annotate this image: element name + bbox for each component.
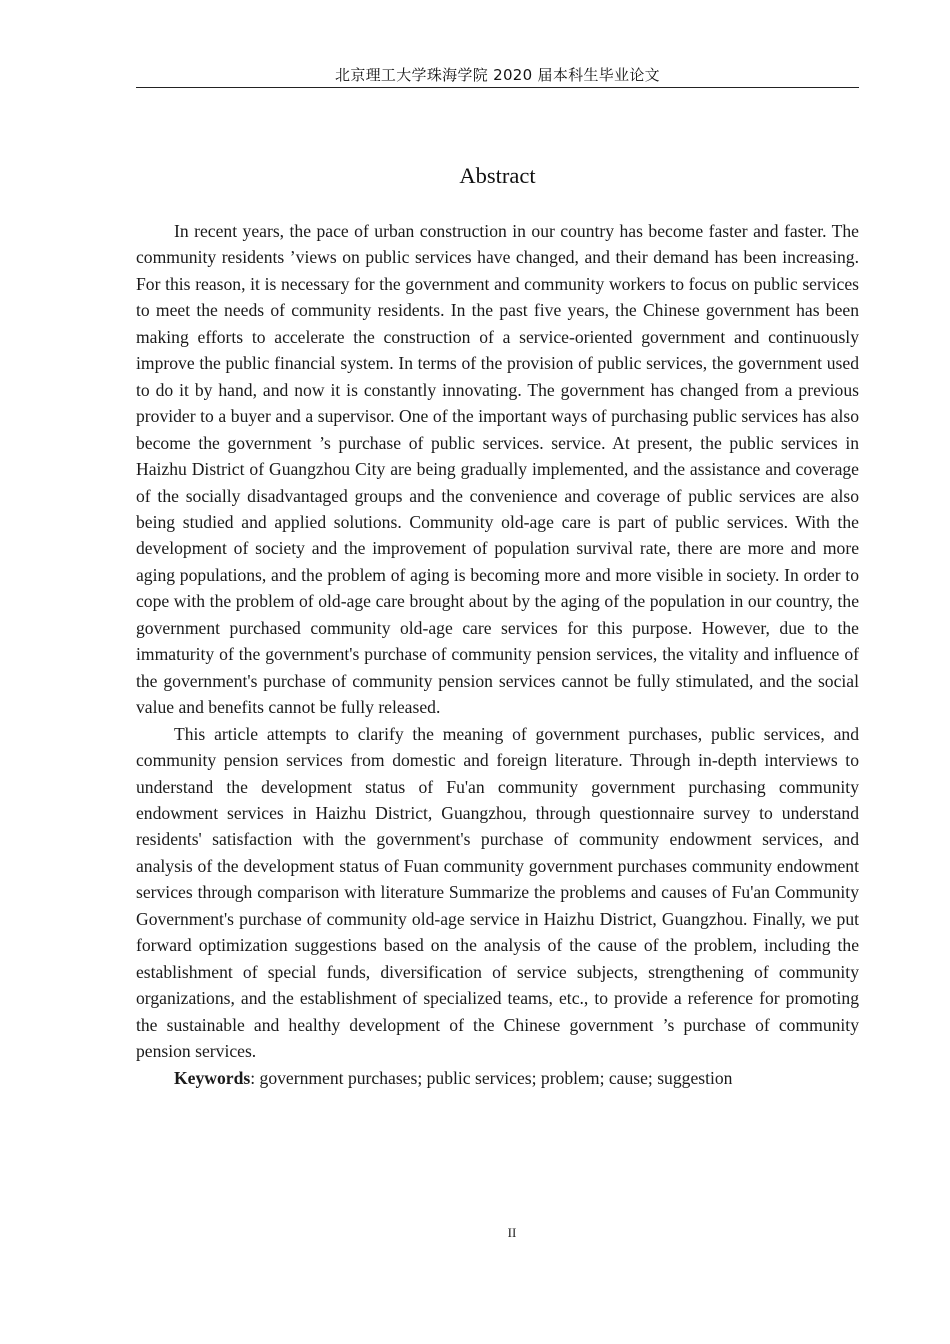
abstract-body bbox=[136, 218, 859, 1091]
keywords-line bbox=[136, 1065, 859, 1091]
header-rule bbox=[136, 87, 859, 88]
running-header: 北京理工大学珠海学院 2020 届本科生毕业论文 bbox=[335, 66, 660, 84]
keywords-label: Keywords bbox=[174, 1067, 251, 1088]
abstract-paragraph-1: In recent years, the pace of urban construction in our country has become faster and faster. The community residents ’views on public services have changed, and their demand has been increasing. For this reason, it is necessary for the government and community workers to focus on public services to meet the needs of community residents. In the past five years, the Chinese government has been making efforts to accelerate the construction of a service-oriented government and continuously improve the public financial system. In terms of the provision of public services, the government used to do it by hand, and now it is constantly innovating. The government has changed from a previous provider to a buyer and a supervisor. One of the important ways of purchasing public services has also become the government ’s purchase of public services. service. At present, the public services in Haizhu District of Guangzhou City are being gradually implemented, and the assistance and coverage of the socially disadvantaged groups and the convenience and coverage of public services are also being studied and applied solutions. Community old-age care is part of public services. With the development of society and the improvement of population survival rate, there are more and more aging populations, and the problem of aging is becoming more and more visible in society. In order to cope with the problem of old-age care brought about by the aging of the population in our country, the government purchased community old-age care services for this purpose. However, due to the immaturity of the government's purchase of community pension services, the vitality and influence of the government's purchase of community pension services cannot be fully stimulated, and the social value and benefits cannot be fully released. bbox=[136, 221, 859, 718]
keywords-list: : government purchases; public services; problem; cause; suggestion bbox=[250, 1067, 733, 1088]
page-number: II bbox=[507, 1225, 517, 1240]
abstract-title: Abstract bbox=[459, 163, 536, 188]
abstract-paragraph-2: This article attempts to clarify the meaning of government purchases, public services, and community pension services from domestic and foreign literature. Through in-depth interviews to understand the development status of Fu'an community government purchasing community endowment services in Haizhu District, Guangzhou, through questionnaire survey to understand residents' satisfaction with the government's purchase of community endowment services, and analysis of the development status of Fuan community government purchases community endowment services through comparison with literature Summarize the problems and causes of Fu'an Community Government's purchase of community old-age service in Haizhu District, Guangzhou. Finally, we put forward optimization suggestions based on the analysis of the cause of the problem, including the establishment of special funds, diversification of service subjects, strengthening of community organizations, and the establishment of specialized teams, etc., to provide a reference for promoting the sustainable and healthy development of the Chinese government ’s purchase of community pension services. bbox=[136, 723, 859, 1062]
